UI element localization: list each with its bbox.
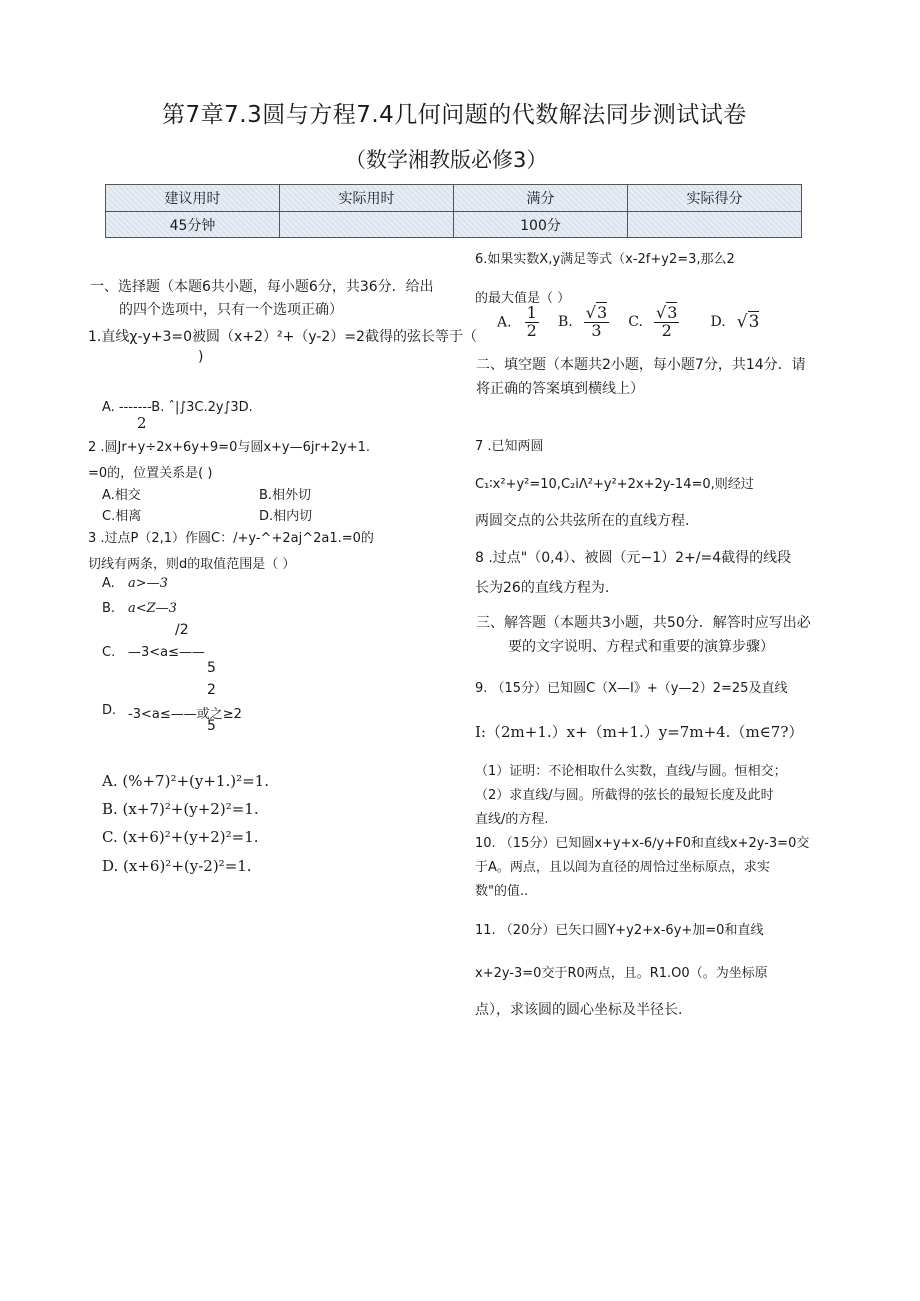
q9-line4: （2）求直线/与圆。所截得的弦长的最短长度及此时 [475,788,774,803]
q6-option-b-label: B. [557,314,573,331]
header-actual-time: 实际用时 [280,185,454,212]
q11-line3: 点），求该圆的圆心坐标及半径长. [475,1002,683,1018]
q11-line1: 11. （20分）已矢口圆Y+y2+x-6y+加=0和直线 [475,923,764,938]
header-full-score: 满分 [454,185,628,212]
value-suggested-time: 45分钟 [106,212,280,238]
q10-line2: 于A。两点，且以闾为直径的周恰过坐标原点，求实 [475,860,770,875]
q3-option-c-den: 5 [207,660,216,676]
q3-option-b: a<Z—3 [128,601,177,616]
q2-option-d: D.相内切 [259,509,313,524]
q6-option-d-label: D. [710,314,726,331]
q6-option-c-num: √3 [656,303,678,322]
q6-option-d-value: √3 [736,312,760,333]
q9-line1: 9. （15分）已知圆C（X—I》+（y—2）2=25及直线 [475,681,788,696]
q3-option-d-top: 2 [207,682,216,698]
q11-line2: x+2y-3=0交于R0两点，且。R1.O0（。为坐标原 [475,966,768,981]
q10-line3: 数"的值.. [475,884,529,899]
q7-line3: 两圆交点的公共弦所在的直线方程. [475,513,690,529]
q6-option-c-label: C. [628,314,643,331]
q3-option-b-label: B. [102,601,116,616]
q6-option-a-den: 2 [526,320,537,340]
q6-option-b-den: 3 [591,320,602,340]
q8-line2: 长为26的直线方程为. [475,580,610,596]
q8-line1: 8 .过点"（0,4）、被圆（元−1）2+/=4截得的线段 [475,550,792,566]
value-full-score: 100分 [454,212,628,238]
q3-option-a-label: A. [102,576,115,591]
q1-options-sub: 2 [137,414,147,432]
q7-line2: C₁∶x²+y²=10,C₂iΛ²+y²+2x+2y-14=0,则经过 [475,477,754,492]
q2-line2: =0的，位置关系是( ) [88,466,213,481]
q4-option-d: D. (x+6)²+(y-2)²=1. [102,857,252,875]
document-title: 第7章7.3圆与方程7.4几何问题的代数解法同步测试试卷 [162,102,747,128]
q2-option-c: C.相离 [102,509,142,524]
document-subtitle: （数学湘教版必修3） [345,148,548,172]
q1-line2: ) [198,349,204,365]
q6-option-b-fraction [584,305,609,340]
q7-line1: 7 .已知两圆 [475,439,544,454]
q2-option-b: B.相外切 [259,488,312,503]
q1-options: A. -------B. ˆ|∫3C.2y∫3D. [102,400,253,415]
q6-option-a-num: 1 [526,303,537,322]
section3-line1: 三、解答题（本题共3小题，共50分．解答时应写出必 [476,615,811,631]
q6-option-b-num: √3 [585,303,608,322]
header-actual-score: 实际得分 [628,185,802,212]
q3-option-d-den: 5 [207,718,216,734]
q1-line1: 1.直线χ-y+3=0被圆（x+2）²+（y-2）=2截得的弦长等于（ [88,329,477,345]
q6-line2: 的最大值是（ ） [475,291,571,306]
q3-option-c: —3<a≤—— [128,645,206,660]
q4-option-b: B. (x+7)²+(y+2)²=1. [102,800,259,818]
q6-option-a-label: A. [497,314,512,331]
q3-option-c-top: /2 [175,622,189,638]
header-suggested-time: 建议用时 [106,185,280,212]
q3-option-a: a>—3 [128,576,168,591]
q9-line3: （1）证明：不论相取什么实数，直线/与圆。恒相交； [475,764,787,779]
q3-option-d: -3<a≤——或之≥2 [128,707,242,722]
q9-line5: 直线/的方程. [475,812,549,827]
q4-option-a: A. (%+7)²+(y+1.)²=1. [102,772,269,790]
q4-option-c: C. (x+6)²+(y+2)²=1. [102,828,259,846]
q3-option-d-label: D. [102,703,117,718]
q9-line2: I:（2m+1.）x+（m+1.）y=7m+4.（m∈7?） [475,723,804,741]
q10-line1: 10. （15分）已知圆x+y+x-6∕y+F0和直线x+2y-3=0交 [475,836,810,851]
q3-option-c-label: C. [102,645,116,660]
sqrt-icon: √ [656,303,667,322]
sqrt-icon: √ [736,312,748,333]
value-actual-score [628,212,802,238]
q6-option-c-fraction [654,305,679,340]
q6-option-c-den: 2 [661,320,672,340]
q6-option-a-fraction [525,305,539,340]
section2-line1: 二、填空题（本题共2小题，每小题7分，共14分．请 [476,357,806,373]
info-table [105,184,802,238]
section1-line1: 一、选择题（本题6共小题，每小题6分，共36分．给出 [90,279,434,295]
section3-line2: 要的文字说明、方程式和重要的演算步骤） [508,639,774,655]
q3-line2: 切线有两条，则d的取值范围是（ ） [88,557,296,572]
q6-options [497,305,759,340]
section1-line2: 的四个选项中，只有一个选项正确） [119,302,343,318]
q6-line1: 6.如果实数X,y满足等式（x-2f+y2=3,那么2 [475,252,735,267]
section2-line2: 将正确的答案填到横线上） [476,381,644,397]
q2-option-a: A.相交 [102,488,141,503]
q3-line1: 3 .过点P（2,1）作圆C：/+y-^+2aj^2a1.=0的 [88,531,374,546]
sqrt-icon: √ [585,303,596,322]
value-actual-time [280,212,454,238]
q2-line1: 2 .圆Jr+y÷2x+6y+9=0与圆x+y—6jr+2y+1. [88,440,371,455]
